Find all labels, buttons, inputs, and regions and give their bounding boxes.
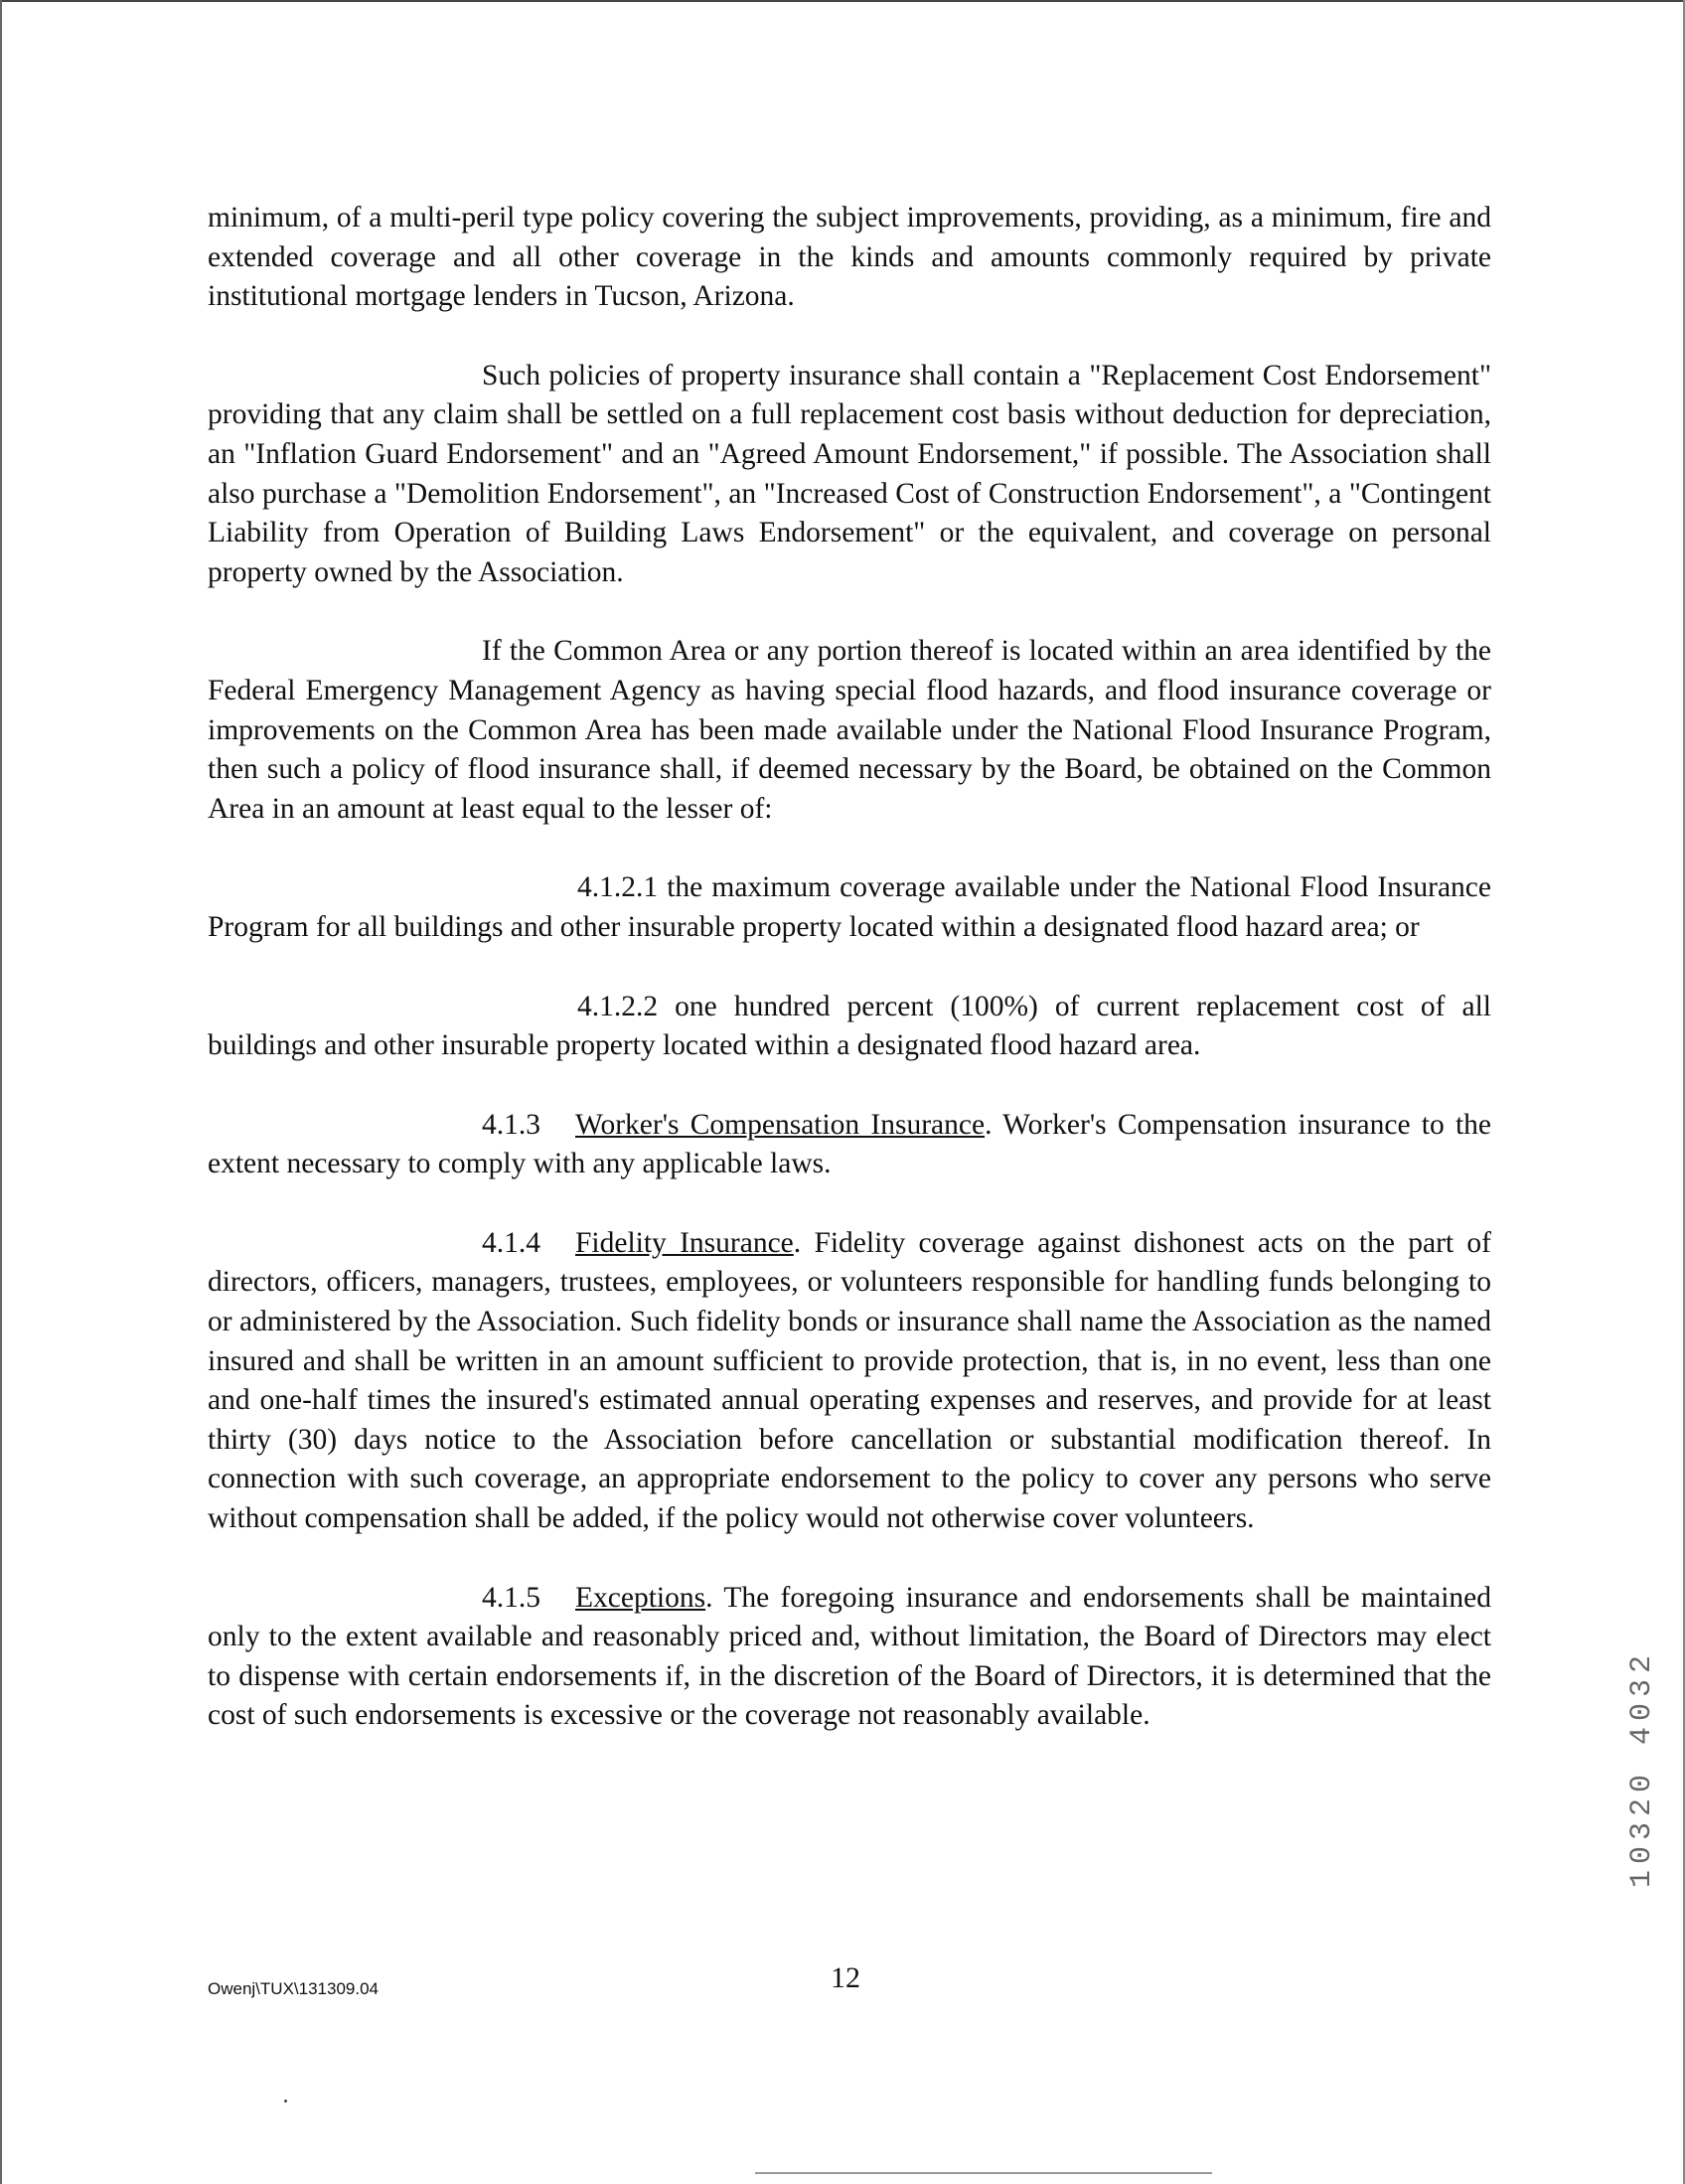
- section-heading: Fidelity Insurance: [575, 1226, 794, 1259]
- page-bottom-edge: [755, 2172, 1212, 2174]
- recording-stamp: 10320 4032: [1625, 1648, 1659, 1888]
- section-number: 4.1.3: [482, 1108, 540, 1141]
- section-4-1-4: [208, 1224, 1491, 1539]
- section-4-1-3: [208, 1106, 1491, 1184]
- section-4-1-5: [208, 1579, 1491, 1736]
- paragraph-endorsements: Such policies of property insurance shall contain a "Replacement Cost Endorsement" providing that any claim shall be settled on a full replacement cost basis without deduction for depreciation, an "Inflation Guard Endorsement" and an "Agreed Amount Endorsement," if possible. The Association shall also purchase a "Demolition Endorsement", an "Increased Cost of Construction Endorsement", a "Contingent Liability from Operation of Building Laws Endorsement" or the equivalent, and coverage on personal property owned by the Association.: [208, 359, 1491, 588]
- section-text: . Fidelity coverage against dishonest acts on the part of directors, officers, managers, trustees, employees, or volunteers responsible for handling funds belonging to or administered by the Association. Such fidelity bonds or insurance shall name the Association as the named insured and shall be written in an amount sufficient to provide protection, that is, in no event, less than one and one-half times the insured's estimated annual operating expenses and reserves, and provide for at least thirty (30) days notice to the Association before cancellation or substantial modification thereof. In connection with such coverage, an appropriate endorsement to the policy to cover any persons who serve without compensation shall be added, if the policy would not otherwise cover volunteers.: [208, 1226, 1492, 1535]
- scan-speck: [284, 2100, 287, 2103]
- page-number: 12: [831, 1961, 860, 1994]
- paragraph-coverage-minimum: minimum, of a multi-peril type policy covering the subject improvements, providing, as a minimum, fire and extended coverage and all other coverage in the kinds and amounts commonly required by private institutional mortgage lenders in Tucson, Arizona.: [208, 202, 1491, 313]
- document-body: [208, 199, 1491, 1776]
- footer-file-reference: Owenj\TUX\131309.04: [208, 1979, 379, 1998]
- paragraph-4-1-2-2: 4.1.2.2 one hundred percent (100%) of current replacement cost of all buildings and other insurable property located within a designated flood hazard area.: [208, 990, 1491, 1062]
- section-heading: Worker's Compensation Insurance: [575, 1108, 986, 1141]
- page-top-edge: [0, 0, 1685, 2]
- paragraph-flood-insurance: If the Common Area or any portion thereof is located within an area identified by the Federal Emergency Management Agency as having special flood hazards, and flood insurance coverage or improvements on the Common Area has been made available under the National Flood Insurance Program, then such a policy of flood insurance shall, if deemed necessary by the Board, be obtained on the Common Area in an amount at least equal to the lesser of:: [208, 635, 1491, 825]
- page-left-edge: [0, 0, 2, 2184]
- section-heading: Exceptions: [575, 1581, 706, 1614]
- section-number: 4.1.4: [482, 1226, 540, 1259]
- section-number: 4.1.5: [482, 1581, 540, 1614]
- paragraph-4-1-2-1: 4.1.2.1 the maximum coverage available under the National Flood Insurance Program for all buildings and other insurable property located within a designated flood hazard area; or: [208, 871, 1491, 943]
- section-text: . Worker's Compensation insurance to the extent necessary to comply with any applicable laws.: [208, 1108, 1491, 1180]
- section-text: . The foregoing insurance and endorsements shall be maintained only to the extent available and reasonably priced and, without limitation, the Board of Directors may elect to dispense with certain endorsements if, in the discretion of the Board of Directors, it is determined that the cost of such endorsements is excessive or the coverage not reasonably available.: [208, 1581, 1491, 1732]
